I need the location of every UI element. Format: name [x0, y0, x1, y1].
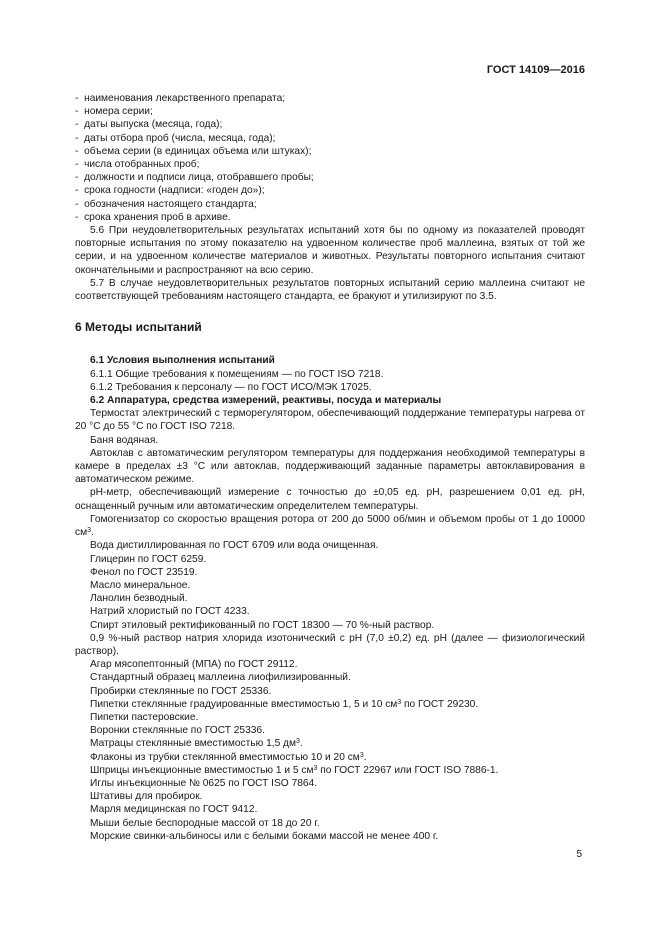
homogenizer-end: .	[91, 527, 94, 539]
reagent-agar: Агар мясопептонный (МПА) по ГОСТ 29112.	[90, 659, 298, 671]
reagent-glycerin: Глицерин по ГОСТ 6259.	[90, 553, 207, 565]
vials-text-end: .	[363, 751, 367, 763]
material-racks: Штативы для пробирок.	[90, 791, 203, 803]
glassware-flasks	[75, 737, 585, 750]
sample-label-list	[75, 92, 585, 224]
list-item: - наименования лекарственного препарата;	[75, 93, 286, 104]
list-item-text: числа отобранных проб;	[84, 159, 200, 171]
superscript: 3	[87, 527, 92, 535]
list-item: - номера серии;	[75, 106, 153, 118]
reagent-mallein-sample: Стандартный образец маллеина лиофилизированный.	[90, 672, 351, 684]
superscript: 3	[359, 751, 364, 759]
reagent-lanolin: Ланолин безводный.	[90, 593, 188, 605]
page-number: 5	[576, 849, 582, 860]
reagent-phenol: Фенол по ГОСТ 23519.	[90, 566, 198, 578]
pipettes-text: Пипетки стеклянные градуированные вместимостью 1, 5 и 10 см	[90, 698, 398, 710]
subsection-6-2-title: 6.2 Аппаратура, средства измерений, реактивы, посуда и материалы	[90, 395, 442, 407]
list-item-text: наименования лекарственного препарата;	[84, 93, 286, 104]
glassware-test-tubes: Пробирки стеклянные по ГОСТ 25336.	[90, 685, 272, 697]
list-item-text: должности и подписи лица, отобравшего пробы;	[84, 172, 314, 184]
list-item-text: номера серии;	[84, 106, 153, 118]
equipment-homogenizer	[75, 513, 585, 539]
reagent-ethanol: Спирт этиловый ректификованный по ГОСТ 18300 — 70 %-ный раствор.	[90, 619, 435, 631]
syringes-text: Шприцы инъекционные вместимостью 1 и 5 см	[90, 764, 314, 776]
reagent-mineral-oil: Масло минеральное.	[90, 579, 191, 591]
equipment-autoclave: Автоклав с автоматическим регулятором температуры для поддержания необходимой температуры в камере в пределах ±3 °С или автоклав, поддерживающий заданные параметры автоклавирования в автоматическом режиме.	[75, 447, 585, 486]
equipment-water-bath: Баня водяная.	[90, 434, 159, 446]
list-item: - даты выпуска (месяца, года);	[75, 119, 223, 131]
list-item: - объема серии (в единицах объема или штуках);	[75, 145, 312, 157]
list-item-text: обозначения настоящего стандарта;	[84, 198, 257, 210]
list-item: - обозначения настоящего стандарта;	[75, 198, 257, 210]
flasks-text-end: .	[299, 738, 303, 750]
list-item-text: объема серии (в единицах объема или штуках);	[84, 145, 312, 157]
flasks-text: Матрацы стеклянные вместимостью 1,5 дм	[90, 738, 297, 750]
list-item-text: срока годности (надписи: «годен до»);	[84, 185, 265, 197]
pipettes-text-end: по ГОСТ 29230.	[401, 698, 479, 710]
list-item: - числа отобранных проб;	[75, 159, 200, 171]
page-content	[75, 92, 585, 843]
list-item-text: даты выпуска (месяца, года);	[84, 119, 223, 131]
list-item-text: срока хранения проб в архиве.	[84, 211, 231, 223]
list-item: - должности и подписи лица, отобравшего пробы;	[75, 172, 314, 184]
material-needles: Иглы инъекционные № 0625 по ГОСТ ISO 7864.	[90, 777, 318, 789]
subsection-6-1-title: 6.1 Условия выполнения испытаний	[90, 355, 275, 367]
superscript: 3	[397, 698, 402, 706]
homogenizer-text: Гомогенизатор со скоростью вращения ротора от 200 до 5000 об/мин и объемом пробы от 1 до 10000 см	[75, 513, 585, 539]
list-item: - даты отбора проб (числа, месяца, года);	[75, 132, 276, 144]
reagent-sodium-chloride: Натрий хлористый по ГОСТ 4233.	[90, 606, 250, 618]
paragraph-6-1-2: 6.1.2 Требования к персоналу — по ГОСТ ИСО/МЭК 17025.	[90, 381, 372, 393]
equipment-ph-meter: pH-метр, обеспечивающий измерение с точностью до ±0,05 ед. pH, разрешением 0,01 ед. pH, оснащенный ручным или автоматическим определителем температуры.	[75, 487, 585, 512]
standard-header: ГОСТ 14109—2016	[486, 64, 585, 76]
list-item: - срока хранения проб в архиве.	[75, 211, 231, 223]
animals-mice: Мыши белые беспородные массой от 18 до 20 г.	[90, 817, 320, 829]
section-6-title: 6 Методы испытаний	[75, 320, 202, 335]
glassware-pasteur-pipettes: Пипетки пастеровские.	[90, 711, 199, 723]
glassware-vials	[75, 751, 585, 764]
reagent-saline: 0,9 %-ный раствор натрия хлорида изотонический с pH (7,0 ±0,2) ед. pH (далее — физиологический раствор).	[75, 632, 585, 657]
superscript: 3	[313, 764, 318, 772]
animals-guinea-pigs: Морские свинки-альбиносы или с белыми боками массой не менее 400 г.	[90, 830, 439, 842]
superscript: 3	[296, 738, 300, 746]
glassware-pipettes	[75, 698, 585, 711]
paragraph-5-6: 5.6 При неудовлетворительных результатах испытаний хотя бы по одному из показателей проводят повторные испытания по этому показателю на удвоенном количестве проб маллеина, взятых от той же серии, и на удвоенном количестве материалов и животных. Результаты повторного испытания считают окончательными и распространяют на всю серию.	[75, 225, 585, 276]
list-item: - срока годности (надписи: «годен до»);	[75, 185, 265, 197]
paragraph-6-1-1: 6.1.1 Общие требования к помещениям — по ГОСТ ISO 7218.	[90, 368, 384, 380]
material-gauze: Марля медицинская по ГОСТ 9412.	[90, 804, 258, 816]
reagent-water: Вода дистиллированная по ГОСТ 6709 или вода очищенная.	[90, 540, 379, 552]
syringes-text-end: по ГОСТ 22967 или ГОСТ ISO 7886-1.	[317, 764, 499, 776]
material-syringes	[75, 764, 585, 777]
paragraph-5-7: 5.7 В случае неудовлетворительных результатов повторных испытаний серию маллеина считают не соответствующей требованиям настоящего стандарта, ее бракуют и утилизируют по 3.5.	[75, 277, 585, 303]
equipment-thermostat: Термостат электрический с терморегулятором, обеспечивающий поддержание температуры нагрева от 20 °С до 55 °С по ГОСТ ISO 7218.	[75, 408, 585, 433]
glassware-funnels: Воронки стеклянные по ГОСТ 25336.	[90, 725, 265, 737]
vials-text: Флаконы из трубки стеклянной вместимостью 10 и 20 см	[90, 751, 360, 763]
list-item-text: даты отбора проб (числа, месяца, года);	[84, 132, 276, 144]
